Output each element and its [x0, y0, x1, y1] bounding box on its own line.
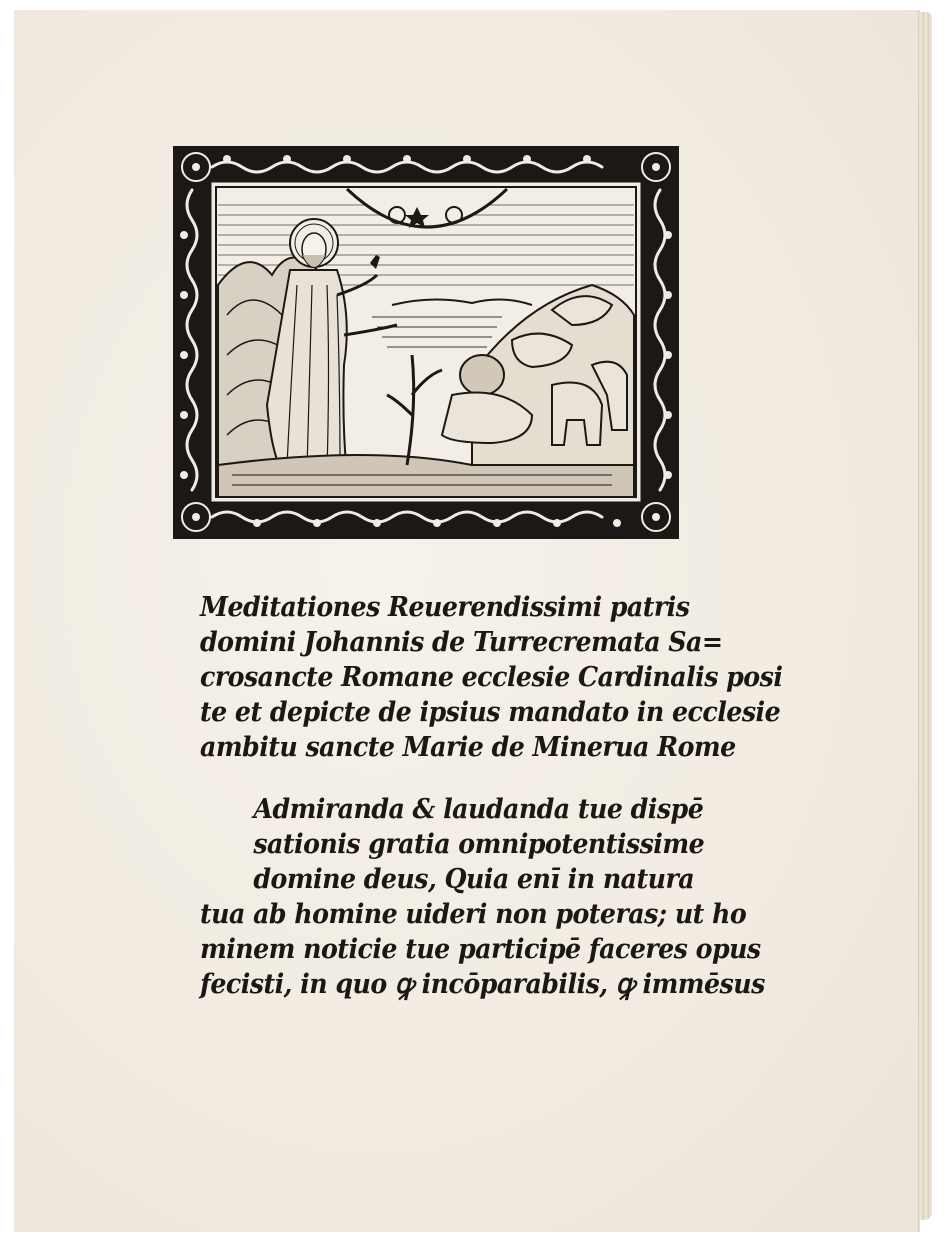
- woodcut-illustration: [172, 145, 680, 540]
- incipit-text: [200, 590, 783, 1002]
- body-line: Admiranda & laudanda tue dispē: [253, 793, 704, 825]
- title-line: Meditationes Reuerendissimi patris: [200, 591, 690, 623]
- body-line: sationis gratia omnipotentissime: [253, 828, 705, 860]
- body-line: minem noticie tue participē faceres opus: [200, 933, 761, 965]
- body-line: fecisti, in quo ꝙ incōparabilis, ꝙ immēsus: [200, 968, 765, 1000]
- title-line: ambitu sancte Marie de Minerua Rome: [200, 731, 736, 763]
- title-line: crosancte Romane ecclesie Cardinalis posi: [200, 661, 783, 693]
- title-line: domini Johannis de Turrecremata Sa=: [200, 626, 723, 658]
- body-line: domine deus, Quia enī in natura: [253, 863, 695, 895]
- body-line: tua ab homine uideri non poteras; ut ho: [200, 898, 747, 930]
- title-line: te et depicte de ipsius mandato in ecclesie: [200, 696, 781, 728]
